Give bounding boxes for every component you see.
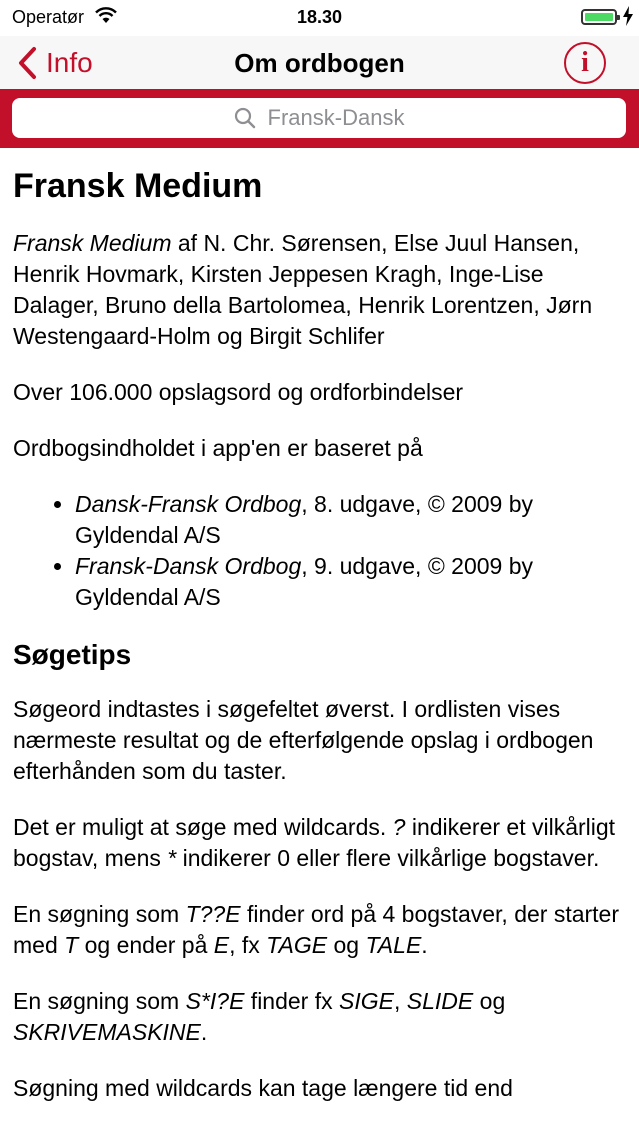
example-word: SKRIVEMASKINE bbox=[13, 1019, 201, 1045]
wildcard-question: ? bbox=[392, 814, 406, 840]
example-word: SIGE bbox=[339, 988, 394, 1014]
tip-paragraph: Søgning med wildcards kan tage længere tid end bbox=[13, 1075, 513, 1101]
clock: 18.30 bbox=[296, 7, 343, 27]
text-run: indikerer 0 eller flere vilkårlige bogstaver. bbox=[176, 845, 600, 871]
source-title: Fransk-Dansk Ordbog bbox=[75, 553, 302, 579]
text-run: finder ord på 4 bogstaver, der starter med bbox=[13, 901, 620, 958]
intro-title: Fransk Medium bbox=[13, 230, 172, 256]
page-title: Om ordbogen bbox=[234, 48, 405, 78]
count-paragraph: Over 106.000 opslagsord og ordforbindelser bbox=[13, 379, 464, 405]
tip-paragraph: Søgeord indtastes i søgefeltet øverst. I ordlisten vises nærmeste resultat og de efterfølgende opslag i ordbogen efterhånden som du taster. bbox=[13, 696, 594, 784]
example-letter: T bbox=[64, 932, 79, 958]
source-title: Dansk-Fransk Ordbog bbox=[75, 491, 302, 517]
list-item bbox=[75, 489, 625, 551]
example-word: TAGE bbox=[266, 932, 328, 958]
text-run: Det er muligt at søge med wildcards. bbox=[13, 814, 393, 840]
search-input[interactable] bbox=[12, 98, 626, 138]
charging-icon bbox=[622, 6, 634, 26]
text-run: . bbox=[421, 932, 428, 958]
back-label: Info bbox=[46, 47, 93, 78]
based-on-paragraph: Ordbogsindholdet i app'en er baseret på bbox=[13, 435, 423, 461]
article bbox=[13, 158, 625, 1129]
status-bar bbox=[0, 0, 639, 36]
text-run: . bbox=[200, 1019, 208, 1045]
text-run: og bbox=[473, 988, 506, 1014]
example-letter: E bbox=[213, 932, 230, 958]
text-run: finder fx bbox=[244, 988, 340, 1014]
source-details: , 9. udgave, © 2009 by Gyldendal A/S bbox=[75, 553, 534, 610]
text-run: , fx bbox=[229, 932, 267, 958]
example-paragraph bbox=[13, 986, 625, 1048]
article-title: Fransk Medium bbox=[13, 167, 263, 205]
example-word: SLIDE bbox=[406, 988, 474, 1014]
source-details: , 8. udgave, © 2009 by Gyldendal A/S bbox=[75, 491, 534, 548]
tips-heading: Søgetips bbox=[13, 639, 132, 670]
search-icon bbox=[234, 107, 256, 129]
example-paragraph bbox=[13, 899, 625, 961]
text-run: En søgning som bbox=[13, 988, 186, 1014]
example-pattern: T??E bbox=[185, 901, 241, 927]
battery-icon bbox=[581, 9, 617, 25]
text-run: , bbox=[394, 988, 407, 1014]
text-run: indikerer et vilkårligt bogstav, mens bbox=[13, 814, 616, 871]
search-placeholder: Fransk-Dansk bbox=[267, 105, 405, 130]
example-pattern: S*I?E bbox=[185, 988, 245, 1014]
search-bar bbox=[0, 89, 639, 148]
text-run: og bbox=[327, 932, 366, 958]
list-item bbox=[75, 551, 625, 613]
wildcard-paragraph bbox=[13, 812, 625, 874]
intro-paragraph bbox=[13, 228, 625, 352]
navigation-bar bbox=[0, 36, 639, 89]
carrier-label: Operatør bbox=[12, 7, 85, 27]
text-run: og ender på bbox=[78, 932, 214, 958]
source-list bbox=[13, 489, 625, 613]
example-word: TALE bbox=[365, 932, 422, 958]
text-run: En søgning som bbox=[13, 901, 186, 927]
intro-text: af N. Chr. Sørensen, Else Juul Hansen, Henrik Hovmark, Kirsten Jeppesen Kragh, Inge-Lise Dalager, Bruno della Bartolomea, Henrik Lorentzen, Jørn Westengaard-Holm og Birgit Schlifer bbox=[13, 230, 593, 349]
info-button[interactable]: i bbox=[564, 42, 606, 84]
wildcard-star: * bbox=[167, 845, 177, 871]
